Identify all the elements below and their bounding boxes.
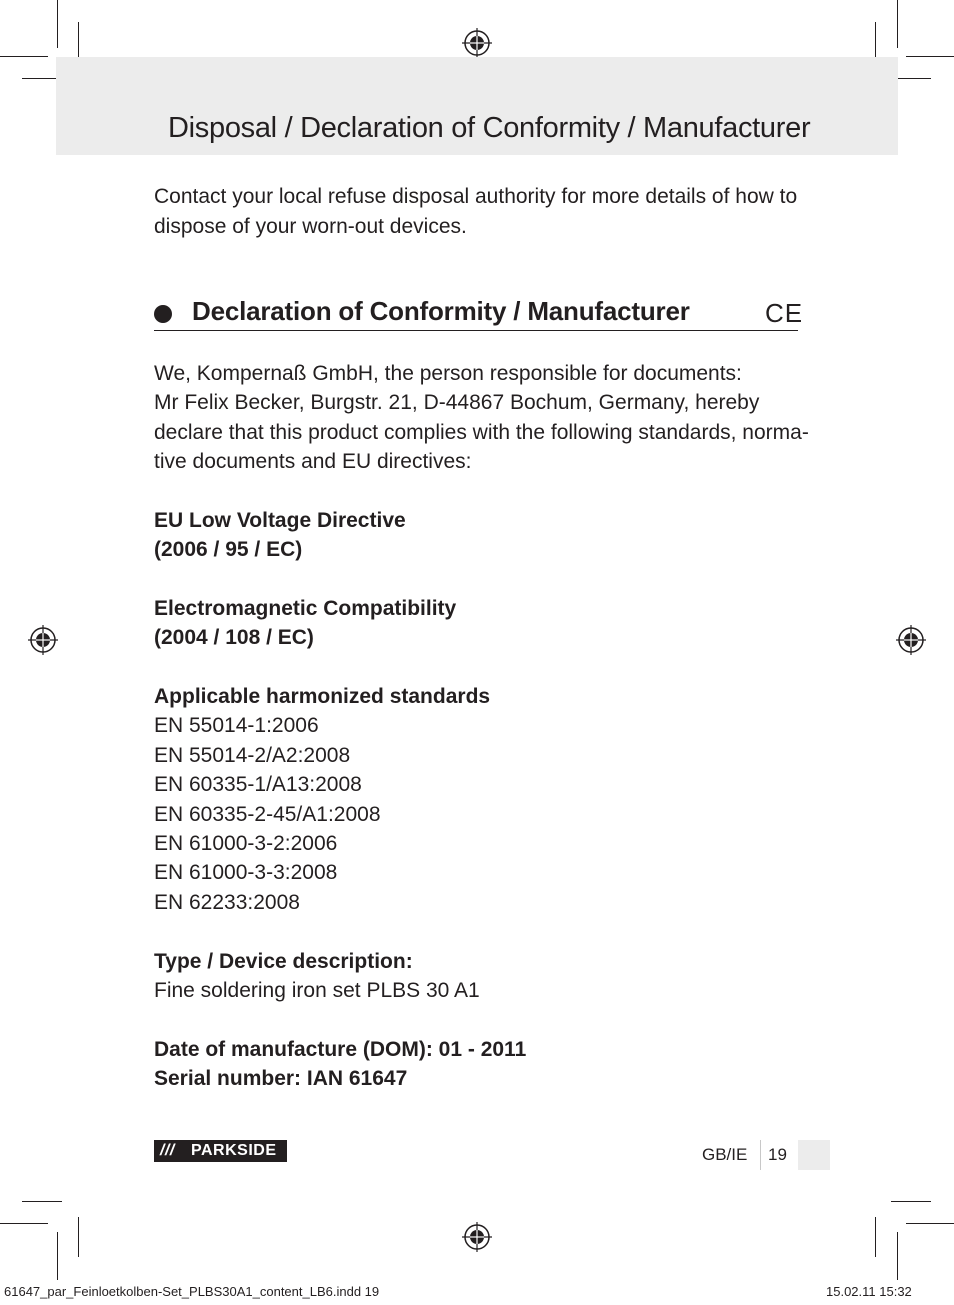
crop-mark — [78, 22, 79, 62]
directive-code: (2004 / 108 / EC) — [154, 626, 314, 650]
standard-item: EN 61000-3-3:2008 — [154, 861, 338, 885]
page-title: Disposal / Declaration of Conformity / Manufacturer — [168, 112, 811, 144]
crop-mark — [897, 1232, 898, 1280]
crop-mark — [57, 1232, 58, 1280]
section-heading — [154, 296, 804, 331]
standard-item: EN 62233:2008 — [154, 890, 300, 914]
disposal-paragraph: Contact your local refuse disposal authority for more details of how to dispose of your worn-out devices. — [154, 185, 798, 238]
declaration-line: Mr Felix Becker, Burgstr. 21, D-44867 Bochum, Germany, hereby — [154, 391, 760, 415]
device-description — [154, 947, 480, 1006]
directive-code: (2006 / 95 / EC) — [154, 538, 303, 562]
slug-datetime: 15.02.11 15:32 — [826, 1284, 912, 1299]
slug-filename: 61647_par_Feinloetkolben-Set_PLBS30A1_content_LB6.indd 19 — [4, 1284, 380, 1299]
crop-mark — [0, 56, 48, 57]
crop-mark — [897, 0, 898, 48]
declaration-paragraph — [154, 359, 809, 477]
standard-item: EN 55014-2/A2:2008 — [154, 743, 351, 767]
page-number: 19 — [768, 1145, 787, 1164]
manufacture-date: Date of manufacture (DOM): 01 - 2011 — [154, 1038, 527, 1061]
crop-mark — [22, 1201, 62, 1202]
low-voltage-directive — [154, 506, 406, 565]
logo-slashes: /// — [160, 1142, 175, 1159]
declaration-line: We, Kompernaß GmbH, the person responsible for documents: — [154, 362, 742, 385]
standard-item: EN 61000-3-2:2006 — [154, 832, 338, 856]
crop-mark — [78, 1217, 79, 1257]
standard-item: EN 55014-1:2006 — [154, 714, 319, 738]
manufacture-info — [154, 1035, 526, 1094]
declaration-line: declare that this product complies with the following standards, norma- — [154, 420, 809, 444]
directive-title: Electromagnetic Compatibility — [154, 597, 457, 620]
device-title: Type / Device description: — [154, 950, 413, 973]
logo-text: PARKSIDE — [191, 1142, 277, 1159]
crop-mark — [891, 1201, 931, 1202]
page-tab — [798, 1140, 830, 1170]
crop-mark — [875, 22, 876, 62]
standard-item: EN 60335-1/A13:2008 — [154, 773, 362, 797]
serial-number: Serial number: IAN 61647 — [154, 1067, 408, 1091]
registration-mark-icon — [896, 625, 926, 655]
directive-title: EU Low Voltage Directive — [154, 509, 406, 532]
crop-mark — [875, 1217, 876, 1257]
parkside-logo — [154, 1140, 287, 1162]
registration-mark-icon — [28, 625, 58, 655]
page-divider — [760, 1140, 761, 1170]
ce-mark-icon: CE — [765, 298, 804, 328]
bullet-icon — [154, 305, 172, 323]
crop-mark — [906, 56, 954, 57]
emc-directive — [154, 594, 456, 653]
section-heading-text: Declaration of Conformity / Manufacturer — [192, 296, 690, 326]
harmonized-standards — [154, 682, 490, 917]
standard-item: EN 60335-2-45/A1:2008 — [154, 802, 381, 826]
region-label: GB/IE — [702, 1145, 748, 1164]
registration-mark-icon — [462, 28, 492, 58]
standards-title: Applicable harmonized standards — [154, 685, 491, 708]
crop-mark — [0, 1223, 48, 1224]
device-value: Fine soldering iron set PLBS 30 A1 — [154, 979, 480, 1003]
crop-mark — [57, 0, 58, 48]
registration-mark-icon — [462, 1222, 492, 1252]
declaration-line: tive documents and EU directives: — [154, 450, 472, 474]
crop-mark — [906, 1223, 954, 1224]
